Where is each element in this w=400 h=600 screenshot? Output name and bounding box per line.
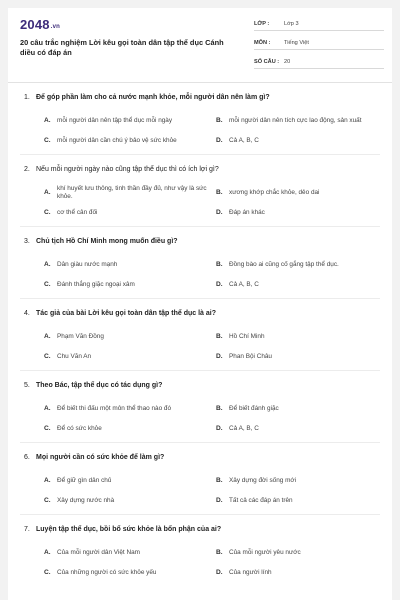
option-c[interactable]	[44, 492, 207, 510]
option-letter: C.	[44, 280, 51, 288]
option-letter: D.	[216, 208, 223, 216]
option-letter: B.	[216, 404, 223, 412]
option-letter: A.	[44, 332, 51, 340]
meta-panel	[254, 17, 384, 74]
option-text: Xây dựng đời sống mới	[229, 476, 297, 484]
option-text: Hồ Chí Minh	[229, 332, 265, 340]
option-text: Của những người có sức khỏe yếu	[57, 568, 157, 576]
option-letter: A.	[44, 404, 51, 412]
question-number: 3.	[24, 238, 30, 245]
option-text: mỗi người dân nên tập thể dục mỗi ngày	[57, 116, 173, 124]
option-d[interactable]	[216, 132, 387, 150]
question-number: 1.	[24, 94, 30, 101]
question-2	[20, 155, 380, 227]
option-d[interactable]	[216, 564, 387, 582]
option-b[interactable]	[216, 112, 387, 130]
option-text: Của mỗi người yêu nước	[229, 548, 301, 556]
option-letter: B.	[216, 476, 223, 484]
option-letter: B.	[216, 116, 223, 124]
worksheet-page	[8, 8, 392, 600]
option-a[interactable]	[44, 472, 207, 490]
option-a[interactable]	[44, 256, 207, 274]
option-a[interactable]	[44, 328, 207, 346]
meta-row-subject	[254, 36, 384, 50]
option-b[interactable]	[216, 400, 387, 418]
question-1	[20, 83, 380, 155]
question-6	[20, 443, 380, 515]
option-c[interactable]	[44, 564, 207, 582]
page-title: 20 câu trắc nghiệm Lời kêu gọi toàn dân tập thể dục Cánh diều có đáp án	[20, 38, 224, 57]
option-c[interactable]	[44, 348, 207, 366]
question-stem	[24, 237, 380, 246]
option-letter: D.	[216, 496, 223, 504]
option-letter: B.	[216, 332, 223, 340]
option-text: cơ thể cân đối	[57, 208, 98, 216]
question-list	[8, 83, 392, 587]
question-text: Mọi người cần có sức khỏe để làm gì?	[36, 454, 165, 461]
option-letter: C.	[44, 568, 51, 576]
question-stem	[24, 381, 380, 390]
option-text: Để biết thi đấu một môn thể thao nào đó	[57, 404, 172, 412]
option-a[interactable]	[44, 112, 207, 130]
option-b[interactable]	[216, 472, 387, 490]
option-text: Phạm Văn Đồng	[57, 332, 104, 340]
option-a[interactable]	[44, 184, 207, 202]
question-stem	[24, 309, 380, 318]
option-text: xương khớp chắc khỏe, dẻo dai	[229, 188, 320, 196]
question-4	[20, 299, 380, 371]
option-text: Dân giàu nước mạnh	[57, 260, 118, 268]
meta-value: 20	[284, 58, 291, 65]
meta-label: LỚP :	[254, 20, 270, 27]
option-letter: A.	[44, 476, 51, 484]
option-text: Đồng bào ai cũng cố gắng tập thể dục.	[229, 260, 339, 268]
option-text: Của người lính	[229, 568, 272, 576]
meta-row-class	[254, 17, 384, 31]
option-text: Của mỗi người dân Việt Nam	[57, 548, 140, 556]
option-text: Để có sức khỏe	[57, 424, 102, 432]
question-number: 6.	[24, 454, 30, 461]
option-letter: D.	[216, 568, 223, 576]
logo-tld: .vn	[50, 24, 61, 30]
option-letter: A.	[44, 260, 51, 268]
option-c[interactable]	[44, 276, 207, 294]
option-text: Đáp án khác	[229, 208, 265, 216]
option-text: khí huyết lưu thông, tinh thần đầy đủ, như vậy là sức khỏe.	[57, 184, 207, 200]
meta-row-count	[254, 55, 384, 69]
option-letter: D.	[216, 424, 223, 432]
option-letter: A.	[44, 116, 51, 124]
option-text: mỗi người dân nên tích cực lao động, sản xuất	[229, 116, 362, 124]
option-letter: A.	[44, 548, 51, 556]
question-text: Tác giả của bài Lời kêu gọi toàn dân tập thể dục là ai?	[36, 310, 217, 317]
question-number: 4.	[24, 310, 30, 317]
option-c[interactable]	[44, 132, 207, 150]
logo-main: 2048	[20, 17, 50, 32]
option-text: Tất cả các đáp án trên	[229, 496, 293, 504]
option-c[interactable]	[44, 420, 207, 438]
option-letter: C.	[44, 136, 51, 144]
option-d[interactable]	[216, 204, 387, 222]
option-text: Cả A, B, C	[229, 136, 259, 144]
option-letter: C.	[44, 424, 51, 432]
option-text: Phan Bội Châu	[229, 352, 272, 360]
option-text: Cả A, B, C	[229, 280, 259, 288]
option-a[interactable]	[44, 400, 207, 418]
option-letter: D.	[216, 136, 223, 144]
meta-value: Tiếng Việt	[284, 39, 309, 46]
option-text: Để biết đánh giặc	[229, 404, 279, 412]
option-b[interactable]	[216, 544, 387, 562]
question-number: 7.	[24, 526, 30, 533]
option-text: Chu Văn An	[57, 352, 92, 360]
question-text: Theo Bác, tập thể dục có tác dụng gì?	[36, 382, 163, 389]
question-text: Nếu mỗi người ngày nào cũng tập thể dục thì có ích lợi gì?	[36, 166, 219, 173]
option-text: Cả A, B, C	[229, 424, 259, 432]
option-text: Xây dựng nước nhà	[57, 496, 115, 504]
option-b[interactable]	[216, 184, 387, 202]
option-b[interactable]	[216, 328, 387, 346]
question-5	[20, 371, 380, 443]
question-stem	[24, 165, 380, 174]
question-stem	[24, 453, 380, 462]
option-letter: B.	[216, 548, 223, 556]
option-letter: D.	[216, 352, 223, 360]
option-letter: A.	[44, 188, 51, 196]
meta-label: MÔN :	[254, 39, 271, 46]
option-letter: B.	[216, 188, 223, 196]
worksheet-header	[8, 8, 392, 78]
option-d[interactable]	[216, 276, 387, 294]
option-b[interactable]	[216, 256, 387, 274]
question-text: Chủ tịch Hồ Chí Minh mong muốn điều gì?	[36, 238, 178, 245]
question-text: Để góp phần làm cho cả nước mạnh khỏe, mỗi người dân nên làm gì?	[36, 94, 270, 101]
option-letter: C.	[44, 496, 51, 504]
option-text: mỗi người dân cần chú ý bảo vệ sức khỏe	[57, 136, 177, 144]
option-c[interactable]	[44, 204, 207, 222]
option-letter: C.	[44, 352, 51, 360]
option-letter: D.	[216, 280, 223, 288]
option-d[interactable]	[216, 348, 387, 366]
option-d[interactable]	[216, 420, 387, 438]
meta-value: Lớp 3	[284, 20, 299, 27]
question-stem	[24, 525, 380, 534]
question-3	[20, 227, 380, 299]
option-text: Đánh thắng giặc ngoại xâm	[57, 280, 135, 288]
option-text: Để giữ gìn dân chủ	[57, 476, 112, 484]
question-7	[20, 515, 380, 587]
question-stem	[24, 93, 380, 102]
option-d[interactable]	[216, 492, 387, 510]
question-number: 2.	[24, 166, 30, 173]
option-letter: C.	[44, 208, 51, 216]
option-a[interactable]	[44, 544, 207, 562]
option-letter: B.	[216, 260, 223, 268]
question-text: Luyện tập thể dục, bồi bổ sức khỏe là bổn phận của ai?	[36, 526, 222, 533]
meta-label: SỐ CÂU :	[254, 58, 280, 65]
question-number: 5.	[24, 382, 30, 389]
